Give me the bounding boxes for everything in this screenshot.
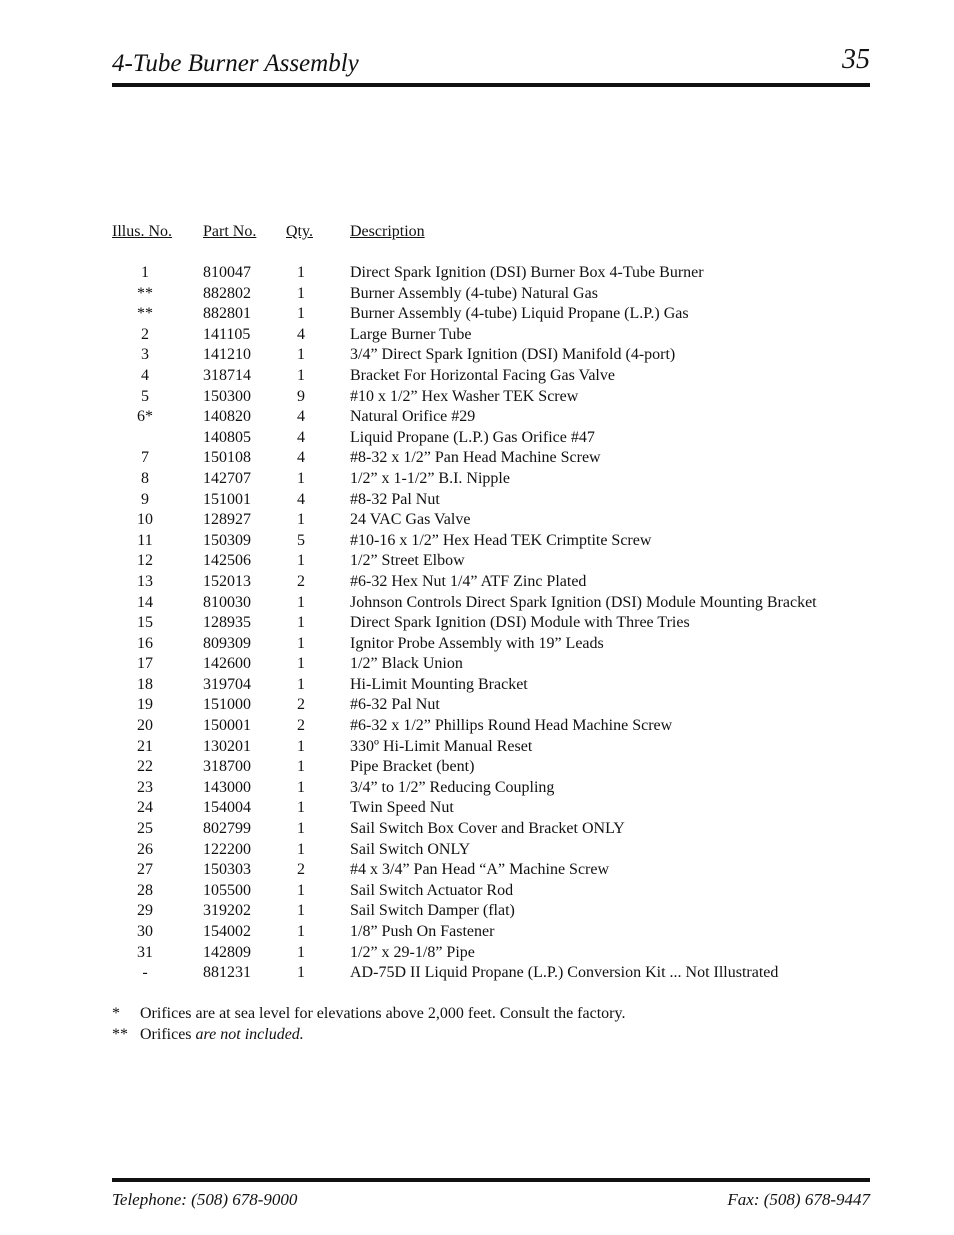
- table-row: [0, 551, 954, 572]
- cell-description: Hi-Limit Mounting Bracket: [350, 675, 528, 693]
- cell-description: 1/2” x 1-1/2” B.I. Nipple: [350, 469, 510, 487]
- cell-part-no: 141105: [203, 325, 251, 343]
- cell-qty: 4: [297, 449, 305, 467]
- footnote-text-emphasis: are not included.: [195, 1025, 304, 1043]
- cell-illus-no: 27: [137, 861, 153, 879]
- cell-qty: 1: [297, 284, 305, 302]
- cell-part-no: 810030: [203, 593, 251, 611]
- cell-qty: 1: [297, 840, 305, 858]
- cell-part-no: 151001: [203, 490, 251, 508]
- cell-part-no: 105500: [203, 881, 251, 899]
- cell-qty: 1: [297, 737, 305, 755]
- table-row: [0, 593, 954, 614]
- cell-part-no: 128927: [203, 511, 251, 529]
- cell-illus-no: 24: [137, 799, 153, 817]
- cell-illus-no: 11: [137, 531, 153, 549]
- page-header: [112, 44, 870, 84]
- cell-illus-no: 12: [137, 552, 153, 570]
- cell-illus-no: 15: [137, 614, 153, 632]
- cell-qty: 1: [297, 366, 305, 384]
- cell-qty: 1: [297, 614, 305, 632]
- cell-description: 3/4” Direct Spark Ignition (DSI) Manifold (4-port): [350, 346, 676, 364]
- column-header-description: Description: [350, 223, 425, 240]
- cell-description: #4 x 3/4” Pan Head “A” Machine Screw: [350, 861, 610, 879]
- table-row: [0, 469, 954, 490]
- cell-illus-no: 3: [141, 346, 149, 364]
- cell-qty: 1: [297, 305, 305, 323]
- cell-description: Sail Switch Damper (flat): [350, 902, 515, 920]
- cell-qty: 2: [297, 696, 305, 714]
- cell-illus-no: **: [137, 305, 153, 323]
- cell-part-no: 882801: [203, 305, 251, 323]
- cell-part-no: 154002: [203, 923, 251, 940]
- cell-description: Johnson Controls Direct Spark Ignition (DSI) Module Mounting Bracket: [350, 593, 817, 611]
- cell-illus-no: 22: [137, 758, 153, 776]
- cell-qty: 1: [297, 675, 305, 693]
- table-row: [0, 263, 954, 284]
- cell-part-no: 154004: [203, 799, 251, 817]
- cell-description: Large Burner Tube: [350, 325, 472, 343]
- cell-description: #8-32 x 1/2” Pan Head Machine Screw: [350, 449, 601, 467]
- cell-description: #6-32 Hex Nut 1/4” ATF Zinc Plated: [350, 572, 587, 590]
- table-row: [0, 572, 954, 593]
- table-row: [0, 387, 954, 408]
- cell-description: Direct Spark Ignition (DSI) Module with Three Tries: [350, 614, 690, 632]
- table-row: [0, 510, 954, 531]
- cell-illus-no: 8: [141, 469, 149, 487]
- cell-description: 3/4” to 1/2” Reducing Coupling: [350, 778, 555, 796]
- cell-qty: 4: [297, 325, 305, 343]
- cell-part-no: 142707: [203, 469, 251, 487]
- cell-description: Ignitor Probe Assembly with 19” Leads: [350, 634, 604, 652]
- cell-illus-no: **: [137, 284, 153, 302]
- cell-qty: 1: [297, 469, 305, 487]
- cell-illus-no: 7: [141, 449, 149, 467]
- cell-description: #6-32 Pal Nut: [350, 696, 440, 714]
- cell-qty: 1: [297, 778, 305, 796]
- cell-description: 1/2” x 29-1/8” Pipe: [350, 943, 475, 961]
- cell-qty: 1: [297, 511, 305, 529]
- table-row: [0, 716, 954, 737]
- cell-qty: 1: [297, 552, 305, 570]
- table-row: [0, 840, 954, 861]
- cell-description: 1/8” Push On Fastener: [350, 923, 495, 940]
- cell-description: Pipe Bracket (bent): [350, 758, 475, 776]
- table-row: [0, 448, 954, 469]
- cell-part-no: 318714: [203, 366, 251, 384]
- cell-illus-no: 30: [137, 923, 153, 940]
- footnote-text-plain: Orifices: [140, 1025, 196, 1043]
- table-row: [0, 325, 954, 346]
- table-row: [0, 881, 954, 902]
- table-row: [0, 531, 954, 552]
- cell-illus-no: 25: [137, 820, 153, 838]
- cell-description: 24 VAC Gas Valve: [350, 511, 471, 529]
- table-row: [0, 922, 954, 943]
- table-row: [0, 943, 954, 964]
- table-row: [0, 963, 954, 984]
- cell-qty: 1: [297, 634, 305, 652]
- cell-description: #10 x 1/2” Hex Washer TEK Screw: [350, 387, 579, 405]
- cell-description: AD-75D II Liquid Propane (L.P.) Conversion Kit ... Not Illustrated: [350, 964, 779, 982]
- footer-divider: [112, 1178, 870, 1182]
- table-row: [0, 304, 954, 325]
- parts-table: [0, 263, 954, 984]
- cell-illus-no: 6*: [137, 408, 153, 426]
- cell-part-no: 140805: [203, 428, 251, 446]
- column-header-part: Part No.: [203, 223, 257, 240]
- cell-part-no: 130201: [203, 737, 251, 755]
- cell-part-no: 150001: [203, 717, 251, 735]
- cell-part-no: 141210: [203, 346, 251, 364]
- cell-part-no: 152013: [203, 572, 251, 590]
- cell-description: 1/2” Street Elbow: [350, 552, 465, 570]
- column-header-illus: Illus. No.: [112, 223, 172, 240]
- cell-qty: 4: [297, 490, 305, 508]
- table-row: [0, 798, 954, 819]
- footnote-text: [140, 1004, 625, 1025]
- cell-illus-no: 16: [137, 634, 153, 652]
- cell-qty: 1: [297, 923, 305, 940]
- table-row: [0, 757, 954, 778]
- cell-description: Twin Speed Nut: [350, 799, 454, 817]
- cell-part-no: 150108: [203, 449, 251, 467]
- cell-part-no: 151000: [203, 696, 251, 714]
- cell-qty: 9: [297, 387, 305, 405]
- cell-part-no: 809309: [203, 634, 251, 652]
- cell-qty: 1: [297, 799, 305, 817]
- cell-part-no: 128935: [203, 614, 251, 632]
- cell-illus-no: 14: [137, 593, 153, 611]
- cell-part-no: 140820: [203, 408, 251, 426]
- cell-qty: 2: [297, 572, 305, 590]
- cell-illus-no: 4: [141, 366, 149, 384]
- table-row: [0, 901, 954, 922]
- table-row: [0, 345, 954, 366]
- cell-qty: 1: [297, 881, 305, 899]
- cell-qty: 1: [297, 593, 305, 611]
- footnote-text: [140, 1025, 304, 1046]
- cell-description: Bracket For Horizontal Facing Gas Valve: [350, 366, 615, 384]
- cell-description: Sail Switch Actuator Rod: [350, 881, 514, 899]
- cell-illus-no: 20: [137, 717, 153, 735]
- cell-part-no: 319202: [203, 902, 251, 920]
- cell-description: 1/2” Black Union: [350, 655, 463, 673]
- cell-part-no: 122200: [203, 840, 251, 858]
- page-number: 35: [842, 44, 870, 75]
- cell-description: Natural Orifice #29: [350, 408, 476, 426]
- cell-qty: 2: [297, 717, 305, 735]
- cell-illus-no: 31: [137, 943, 153, 961]
- footnote-text-plain: Orifices are at sea level for elevations above 2,000 feet. Consult the factory.: [140, 1005, 626, 1022]
- column-header-qty: Qty.: [286, 223, 313, 240]
- cell-illus-no: 10: [137, 511, 153, 529]
- cell-description: Burner Assembly (4-tube) Liquid Propane (L.P.) Gas: [350, 305, 689, 323]
- cell-part-no: 810047: [203, 264, 251, 281]
- table-row: [0, 675, 954, 696]
- footer-fax: Fax: (508) 678-9447: [727, 1190, 870, 1209]
- cell-qty: 5: [297, 531, 305, 549]
- cell-illus-no: 26: [137, 840, 153, 858]
- table-row: [0, 654, 954, 675]
- cell-description: Burner Assembly (4-tube) Natural Gas: [350, 284, 598, 302]
- cell-illus-no: 2: [141, 325, 149, 343]
- cell-description: Liquid Propane (L.P.) Gas Orifice #47: [350, 428, 595, 446]
- table-row: [0, 613, 954, 634]
- cell-illus-no: 5: [141, 387, 149, 405]
- cell-illus-no: 13: [137, 572, 153, 590]
- cell-illus-no: 1: [141, 264, 149, 281]
- footnote-mark: **: [112, 1025, 128, 1043]
- cell-qty: 4: [297, 408, 305, 426]
- table-row: [0, 634, 954, 655]
- table-row: [0, 737, 954, 758]
- cell-illus-no: 28: [137, 881, 153, 899]
- table-row: [0, 284, 954, 305]
- cell-qty: 4: [297, 428, 305, 446]
- table-row: [0, 428, 954, 449]
- cell-description: #10-16 x 1/2” Hex Head TEK Crimptite Screw: [350, 531, 652, 549]
- cell-part-no: 882802: [203, 284, 251, 302]
- cell-illus-no: 23: [137, 778, 153, 796]
- cell-part-no: 802799: [203, 820, 251, 838]
- table-row: [0, 860, 954, 881]
- footnote-mark: *: [112, 1005, 120, 1022]
- cell-part-no: 319704: [203, 675, 251, 693]
- cell-description: #6-32 x 1/2” Phillips Round Head Machine Screw: [350, 717, 673, 735]
- cell-description: Sail Switch Box Cover and Bracket ONLY: [350, 820, 625, 838]
- cell-part-no: 142506: [203, 552, 251, 570]
- cell-illus-no: 21: [137, 737, 153, 755]
- table-row: [0, 366, 954, 387]
- cell-part-no: 318700: [203, 758, 251, 776]
- table-row: [0, 819, 954, 840]
- table-row: [0, 490, 954, 511]
- footer-telephone: Telephone: (508) 678-9000: [112, 1190, 298, 1209]
- cell-description: Direct Spark Ignition (DSI) Burner Box 4-Tube Burner: [350, 264, 704, 281]
- cell-part-no: 881231: [203, 964, 251, 982]
- cell-part-no: 150300: [203, 387, 251, 405]
- cell-part-no: 150309: [203, 531, 251, 549]
- cell-part-no: 143000: [203, 778, 251, 796]
- cell-qty: 1: [297, 820, 305, 838]
- cell-qty: 1: [297, 902, 305, 920]
- table-row: [0, 778, 954, 799]
- cell-illus-no: 29: [137, 902, 153, 920]
- cell-description: Sail Switch ONLY: [350, 840, 471, 858]
- cell-description: #8-32 Pal Nut: [350, 490, 440, 508]
- cell-qty: 1: [297, 758, 305, 776]
- cell-illus-no: 9: [141, 490, 149, 508]
- cell-part-no: 150303: [203, 861, 251, 879]
- cell-part-no: 142600: [203, 655, 251, 673]
- cell-qty: 2: [297, 861, 305, 879]
- page-title: 4-Tube Burner Assembly: [112, 50, 359, 77]
- cell-illus-no: 19: [137, 696, 153, 714]
- cell-illus-no: 18: [137, 675, 153, 693]
- table-row: [0, 407, 954, 428]
- cell-description: 330º Hi-Limit Manual Reset: [350, 737, 533, 755]
- cell-qty: 1: [297, 346, 305, 364]
- header-divider: [112, 83, 870, 87]
- cell-qty: 1: [297, 655, 305, 673]
- cell-qty: 1: [297, 964, 305, 982]
- cell-qty: 1: [297, 264, 305, 281]
- cell-qty: 1: [297, 943, 305, 961]
- cell-illus-no: -: [142, 964, 148, 982]
- cell-part-no: 142809: [203, 943, 251, 961]
- cell-illus-no: 17: [137, 655, 153, 673]
- table-row: [0, 695, 954, 716]
